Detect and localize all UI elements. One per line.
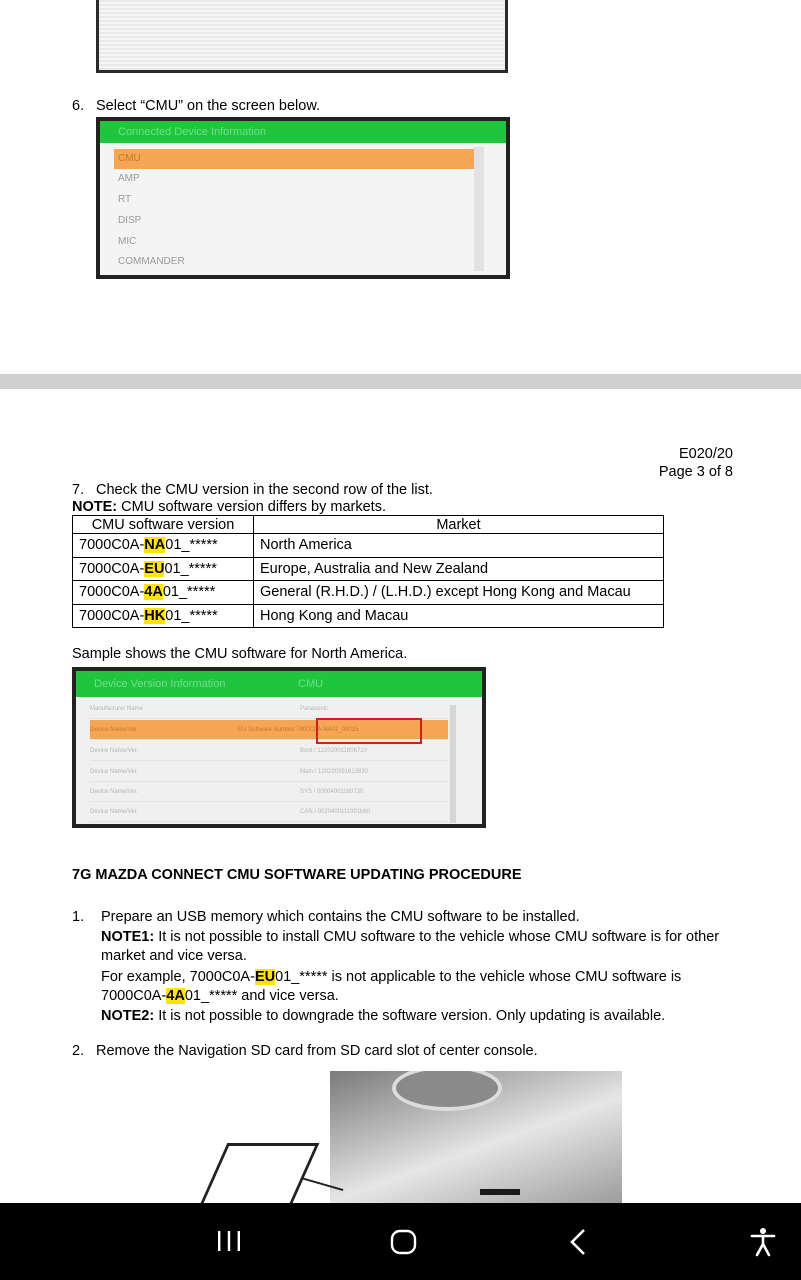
table-row [73, 581, 664, 605]
document-code: E020/20 [678, 446, 733, 462]
screen2-header [76, 671, 482, 697]
note-label: NOTE: [72, 499, 118, 515]
example-code-4a: 4A [166, 988, 185, 1004]
screen1-header: Connected Device Information [100, 121, 506, 143]
screen2-row-label: Manufacturer Name [90, 706, 144, 712]
screen2-header-left: Device Version Information [94, 678, 226, 690]
sd-card-slot [480, 1189, 520, 1195]
note1-line1 [101, 928, 719, 946]
procedure-title: 7G MAZDA CONNECT CMU SOFTWARE UPDATING PROCEDURE [72, 867, 522, 883]
screen2-row-value: Boot / 122020011806710 [300, 748, 367, 754]
version-prefix: 7000C0A- [79, 560, 145, 577]
proc1-text: Prepare an USB memory which contains the CMU software to be installed. [101, 909, 580, 925]
screen2-row-label: Device Name/Ver. [90, 727, 139, 733]
screen2-row-value: SYS / 00004001160730 [300, 789, 364, 795]
screen2-row-label: Device Name/Ver. [90, 769, 139, 775]
example-line1 [101, 968, 681, 986]
screen1-item-rt: RT [118, 194, 132, 205]
commander-knob [392, 1071, 502, 1111]
back-icon[interactable] [568, 1228, 590, 1256]
table-header-row [73, 516, 664, 534]
screen2-row-label: Device Name/Ver. [90, 748, 139, 754]
version-cell [73, 557, 254, 581]
note1-label: NOTE1: [101, 929, 155, 945]
screen2-row [90, 802, 448, 822]
screen2-scrollbar [450, 705, 456, 823]
screen2-row [90, 741, 448, 761]
screen2-row-value: CAN / 0020400111001b60 [300, 809, 371, 815]
example-code-eu: EU [254, 969, 276, 985]
proc2-number: 2. [72, 1043, 85, 1059]
market-cell: Hong Kong and Macau [254, 604, 664, 628]
version-prefix: 7000C0A- [79, 537, 145, 554]
top-photo [96, 0, 508, 73]
note1-text: It is not possible to install CMU software to the vehicle whose CMU software is for other [154, 929, 720, 945]
step6-number: 6. [72, 98, 85, 114]
market-code-highlight: NA [144, 537, 166, 554]
screen2-row-value: Panasonic [300, 706, 329, 712]
screen1-scrollbar [474, 147, 484, 271]
version-cell [73, 581, 254, 605]
version-prefix: 7000C0A- [79, 584, 145, 601]
recent-apps-icon[interactable] [216, 1229, 242, 1253]
market-cell: Europe, Australia and New Zealand [254, 557, 664, 581]
screen2-header-right: CMU [298, 678, 324, 690]
market-code-highlight: 4A [144, 584, 163, 601]
example-line2 [101, 987, 339, 1005]
table-row [73, 534, 664, 558]
center-console-photo [330, 1071, 622, 1204]
home-icon[interactable] [390, 1229, 418, 1255]
version-suffix: 01_***** [162, 584, 216, 601]
note2-label: NOTE2: [101, 1008, 155, 1024]
note-text: CMU software version differs by markets. [117, 499, 386, 515]
example-text2: 01_***** and vice versa. [184, 988, 339, 1004]
screen1-item-mic: MIC [118, 236, 137, 247]
market-cell: North America [254, 534, 664, 558]
page-number: Page 3 of 8 [658, 464, 733, 480]
screen2-row-value: Main / 120220391613830 [300, 769, 369, 775]
screen2-row-label: Device Name/Ver. [90, 809, 139, 815]
system-navigation-bar [0, 1203, 801, 1280]
cmu-market-table [72, 515, 664, 628]
version-cell [73, 534, 254, 558]
screen1-item-commander: COMMANDER [118, 256, 185, 267]
sd-card-illustration [201, 1143, 320, 1203]
market-cell: General (R.H.D.) / (L.H.D.) except Hong Kong and Macau [254, 581, 664, 605]
version-suffix: 01_***** [165, 537, 218, 554]
example-prefix: For example, 7000C0A- [101, 969, 255, 985]
proc2-text: Remove the Navigation SD card from SD card slot of center console. [96, 1043, 538, 1059]
note1-line2: market and vice versa. [101, 948, 247, 964]
step7-text: Check the CMU version in the second row of the list. [96, 482, 433, 498]
step6-text: Select “CMU” on the screen below. [96, 98, 321, 114]
device-version-screen-photo [72, 667, 486, 828]
version-prefix: 7000C0A- [79, 607, 145, 624]
note2-text: It is not possible to downgrade the software version. Only updating is available. [154, 1008, 666, 1024]
version-highlight-box [316, 718, 422, 744]
connected-device-screen-photo [96, 117, 510, 279]
screen1-item-amp: AMP [118, 173, 140, 184]
example-prefix2: 7000C0A- [101, 988, 167, 1004]
note2-line [101, 1007, 665, 1025]
table-row [73, 604, 664, 628]
accessibility-icon[interactable] [750, 1227, 776, 1257]
market-code-highlight: HK [144, 607, 166, 624]
step7-number: 7. [72, 482, 85, 498]
proc1-number: 1. [72, 909, 85, 925]
screen2-row-label: Device Name/Ver. [90, 789, 139, 795]
sample-caption: Sample shows the CMU software for North America. [72, 646, 408, 662]
version-suffix: 01_***** [165, 607, 218, 624]
table-row [73, 557, 664, 581]
table-header-version: CMU software version [73, 516, 254, 534]
note-line [72, 498, 386, 516]
table-header-market: Market [254, 516, 664, 534]
screen2-row [90, 699, 448, 719]
market-code-highlight: EU [144, 560, 165, 577]
version-cell [73, 604, 254, 628]
screen1-item-disp: DISP [118, 215, 142, 226]
page-separator [0, 374, 801, 389]
screen2-row-value: EU Software Number 7000C0A-NA01_00015 [238, 727, 359, 733]
example-text: 01_***** is not applicable to the vehicle whose CMU software is [275, 969, 682, 985]
screen1-item-cmu: CMU [114, 149, 474, 169]
version-suffix: 01_***** [164, 560, 217, 577]
screen2-row [90, 782, 448, 802]
screen2-row [90, 762, 448, 782]
